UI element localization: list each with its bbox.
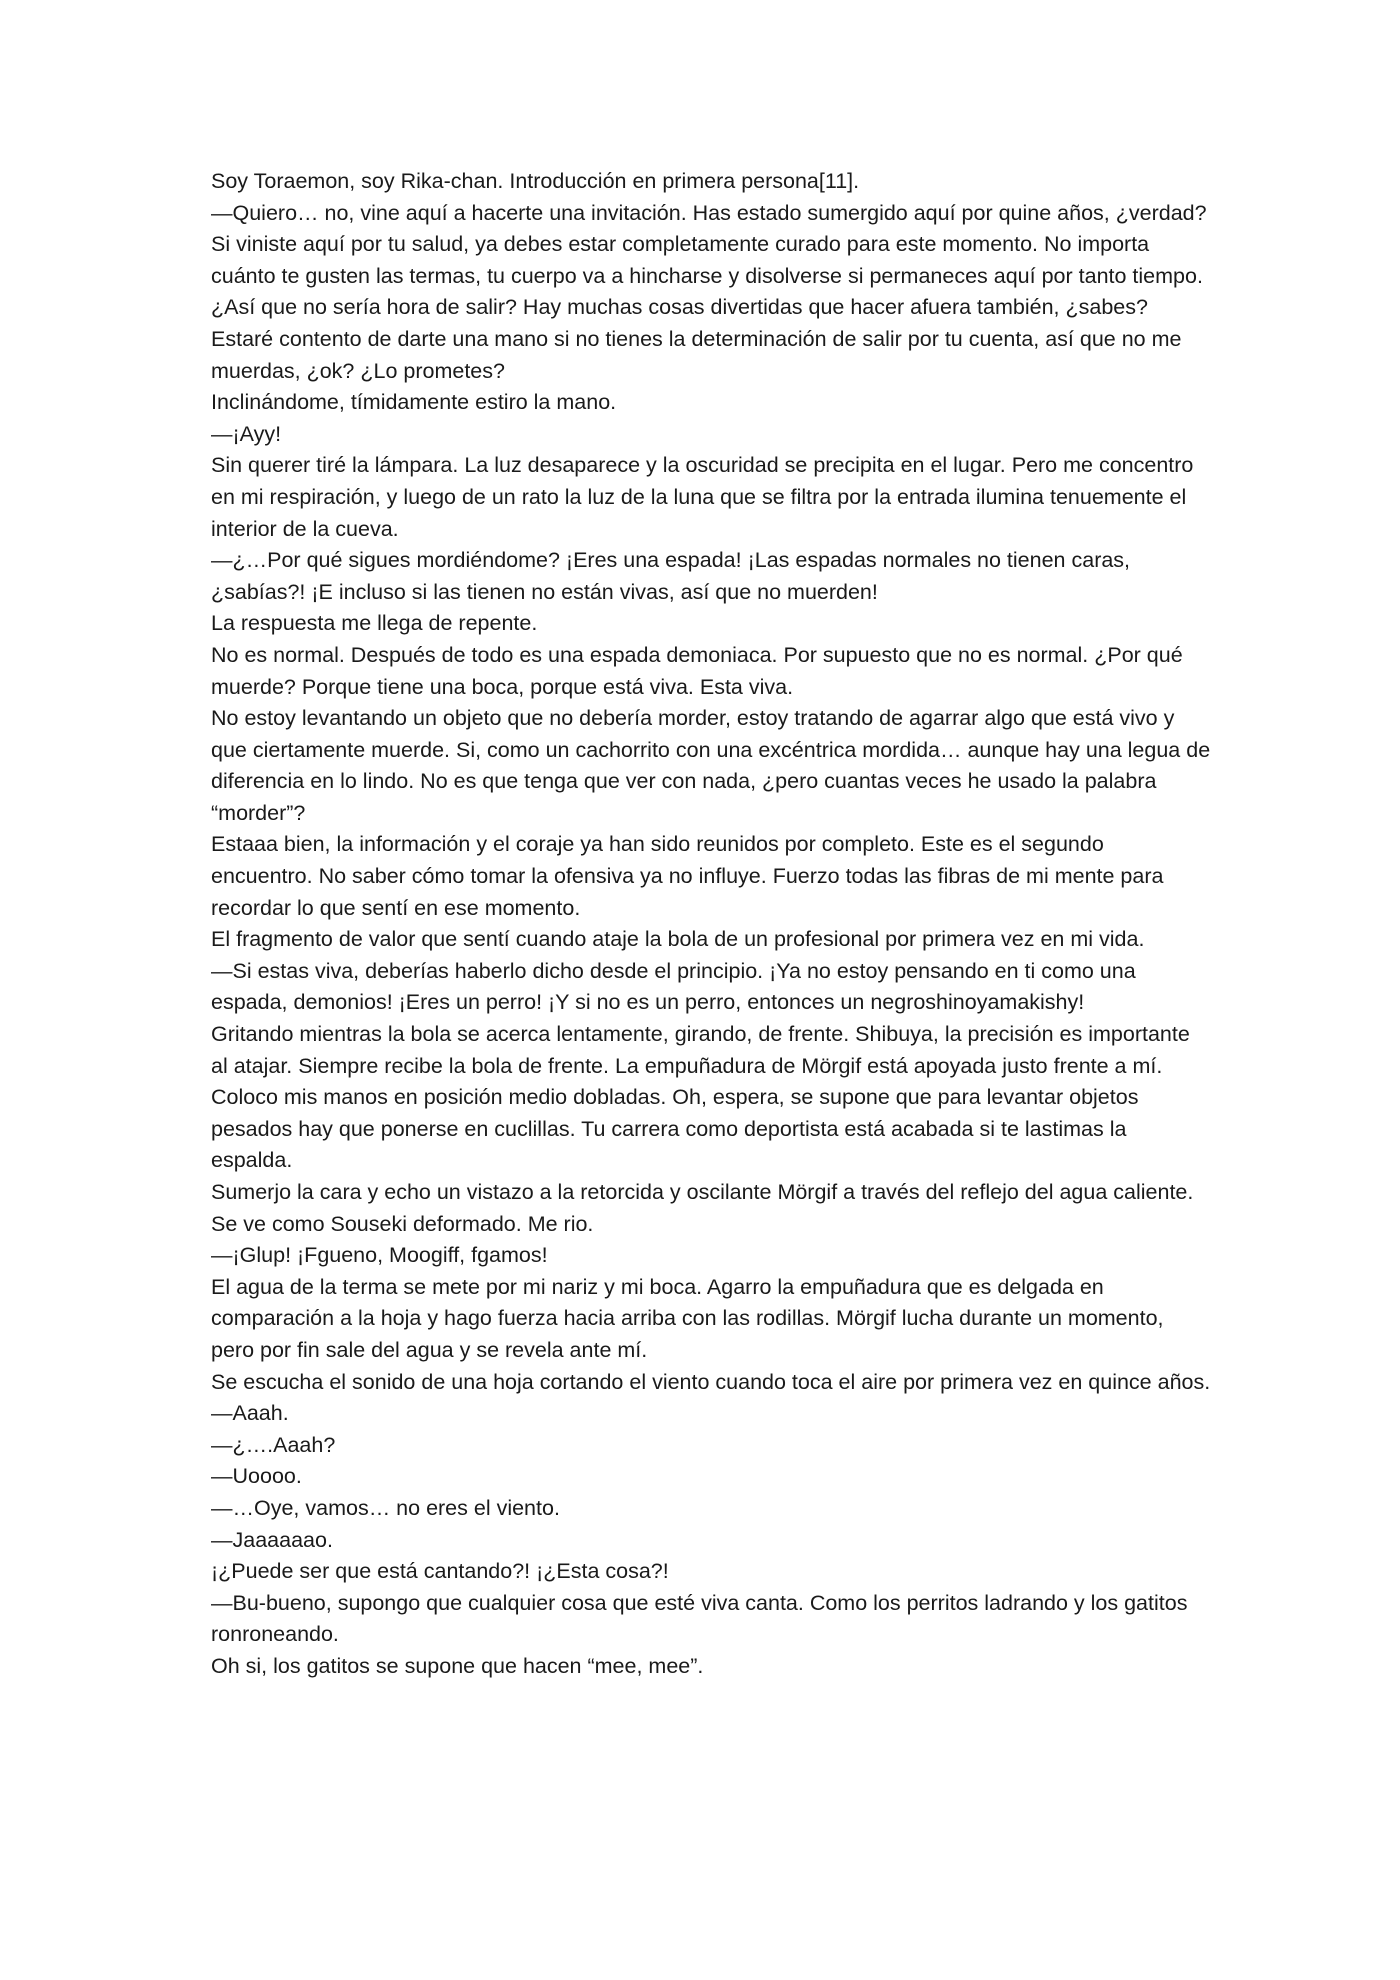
paragraph: —¡Ayy!	[211, 421, 282, 446]
paragraph: El fragmento de valor que sentí cuando ataje la bola de un profesional por primera vez en mi vida.	[211, 927, 1145, 952]
paragraph: —Bu-bueno, supongo que cualquier cosa que esté viva canta. Como los perritos ladrando y los gatitos ronroneando.	[211, 1590, 1188, 1647]
paragraph: Gritando mientras la bola se acerca lentamente, girando, de frente. Shibuya, la precisión es importante al atajar. Siempre recibe la bola de frente. La empuñadura de Mörgif está apoyada justo frente a mí. Coloco mis manos en posición medio dobladas. Oh, espera, se supone que para levantar objetos pesados hay que ponerse en cuclillas. Tu carrera como deportista está acabada si te lastimas la espalda.	[211, 1022, 1190, 1173]
paragraph: Inclinándome, tímidamente estiro la mano.	[211, 390, 617, 415]
paragraph: —¡Glup! ¡Fgueno, Moogiff, fgamos!	[211, 1243, 548, 1268]
paragraph: ¡¿Puede ser que está cantando?! ¡¿Esta cosa?!	[211, 1559, 669, 1584]
paragraph: —¿…Por qué sigues mordiéndome? ¡Eres una espada! ¡Las espadas normales no tienen caras, ¿sabías?! ¡E incluso si las tienen no están vivas, así que no muerden!	[211, 548, 1131, 604]
paragraph: —Quiero… no, vine aquí a hacerte una invitación. Has estado sumergido aquí por quine años, ¿verdad? Si viniste aquí por tu salud, ya debes estar completamente curado para este momento. No importa cuánto te gusten las termas, tu cuerpo va a hincharse y disolverse si permaneces aquí por tanto tiempo. ¿Así que no sería hora de salir? Hay muchas cosas divertidas que hacer afuera también, ¿sabes? Estaré contento de darte una mano si no tienes la determinación de salir por tu cuenta, así que no me muerdas, ¿ok? ¿Lo prometes?	[211, 200, 1207, 383]
paragraph: —Uoooo.	[211, 1464, 302, 1489]
paragraph: Soy Toraemon, soy Rika-chan. Introducción en primera persona[11].	[211, 169, 860, 193]
paragraph: No es normal. Después de todo es una espada demoniaca. Por supuesto que no es normal. ¿Por qué muerde? Porque tiene una boca, porque está viva. Esta viva.	[211, 642, 1183, 699]
document-page	[211, 166, 1211, 1683]
paragraph: —Si estas viva, deberías haberlo dicho desde el principio. ¡Ya no estoy pensando en ti como una espada, demonios! ¡Eres un perro! ¡Y si no es un perro, entonces un negroshinoyamakishy!	[211, 958, 1136, 1015]
paragraph: Se escucha el sonido de una hoja cortando el viento cuando toca el aire por primera vez en quince años.	[211, 1369, 1211, 1394]
paragraph: El agua de la terma se mete por mi nariz y mi boca. Agarro la empuñadura que es delgada en comparación a la hoja y hago fuerza hacia arriba con las rodillas. Mörgif lucha durante un momento, pero por fin sale del agua y se revela ante mí.	[211, 1274, 1164, 1362]
paragraph: No estoy levantando un objeto que no debería morder, estoy tratando de agarrar algo que está vivo y que ciertamente muerde. Si, como un cachorrito con una excéntrica mordida… aunque hay una legua de diferencia en lo lindo. No es que tenga que ver con nada, ¿pero cuantas veces he usado la palabra “morder”?	[211, 706, 1211, 825]
paragraph: Sin querer tiré la lámpara. La luz desaparece y la oscuridad se precipita en el lugar. Pero me concentro en mi respiración, y luego de un rato la luz de la luna que se filtra por la entrada ilumina tenuemente el interior de la cueva.	[211, 453, 1194, 541]
paragraph: —Aaah.	[211, 1401, 289, 1426]
paragraph: Oh si, los gatitos se supone que hacen “mee, mee”.	[211, 1653, 704, 1678]
paragraph: La respuesta me llega de repente.	[211, 611, 538, 636]
paragraph: —Jaaaaaao.	[211, 1527, 333, 1552]
paragraph: Estaaa bien, la información y el coraje ya han sido reunidos por completo. Este es el segundo encuentro. No saber cómo tomar la ofensiva ya no influye. Fuerzo todas las fibras de mi mente para recordar lo que sentí en ese momento.	[211, 832, 1164, 920]
paragraph: —¿….Aaah?	[211, 1432, 336, 1457]
paragraph: —…Oye, vamos… no eres el viento.	[211, 1495, 560, 1520]
paragraph: Sumerjo la cara y echo un vistazo a la retorcida y oscilante Mörgif a través del reflejo del agua caliente. Se ve como Souseki deformado. Me rio.	[211, 1180, 1194, 1236]
